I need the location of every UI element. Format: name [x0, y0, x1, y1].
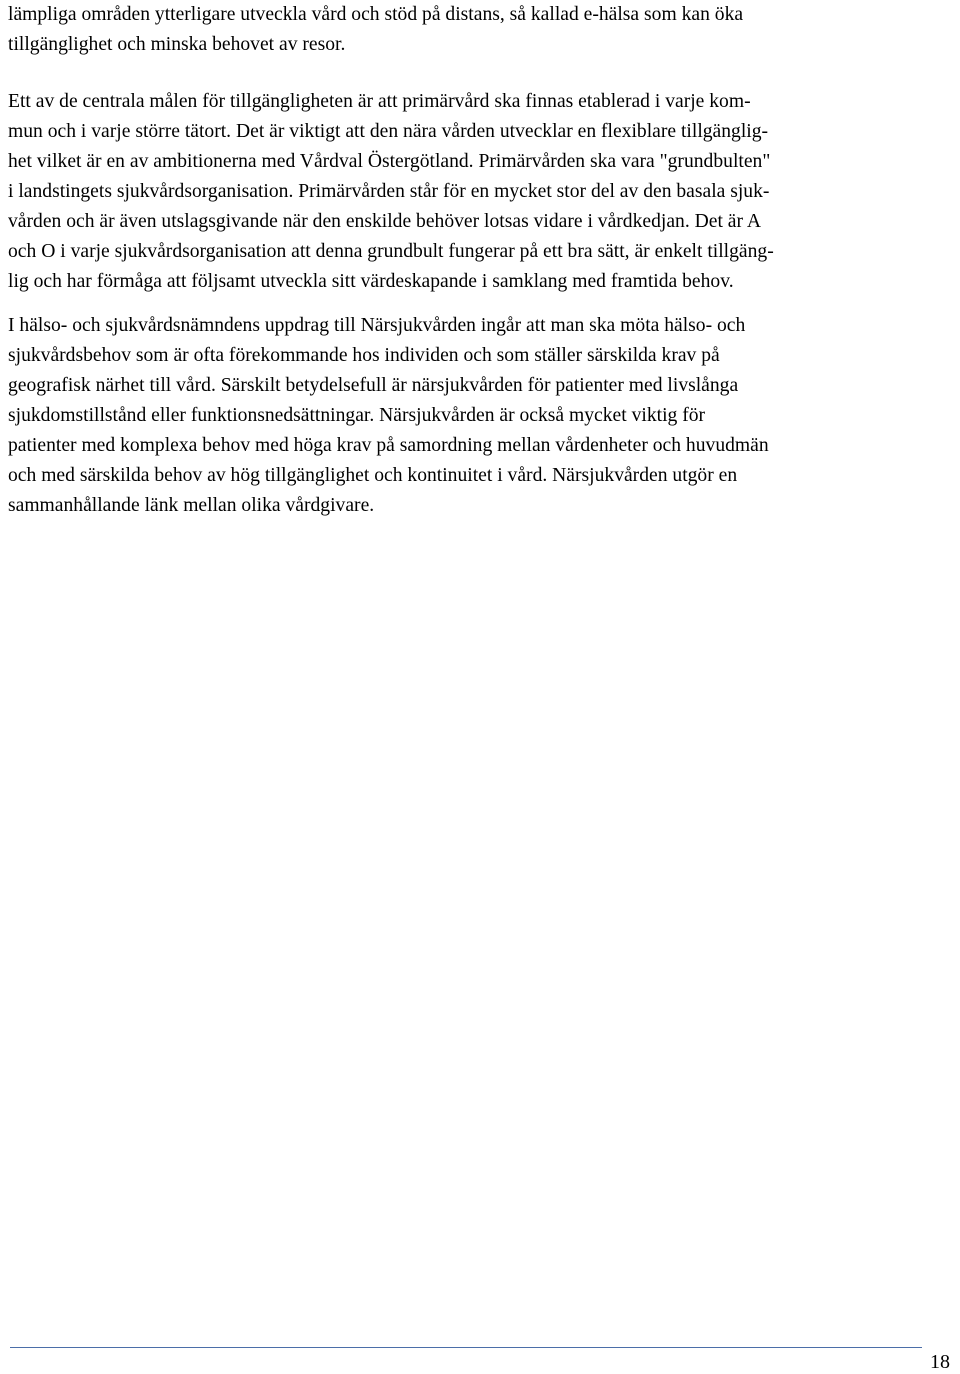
text-line: och O i varje sjukvårdsorganisation att denna grundbult fungerar på ett bra sätt, är enkelt tillgäng-	[8, 241, 774, 262]
text-line: I hälso- och sjukvårdsnämndens uppdrag till Närsjukvården ingår att man ska möta hälso- och	[8, 315, 746, 336]
text-line: sammanhållande länk mellan olika vårdgivare.	[8, 495, 375, 516]
text-line: i landstingets sjukvårdsorganisation. Primärvården står för en mycket stor del av den basala sjuk-	[8, 181, 770, 202]
paragraph-e-health	[8, 0, 960, 60]
page-number: 18	[930, 1351, 950, 1373]
document-page	[8, 0, 960, 1374]
text-line: vården och är även utslagsgivande när den enskilde behöver lotsas vidare i vårdkedjan. Det är A	[8, 211, 762, 232]
text-line: sjukdomstillstånd eller funktionsnedsättningar. Närsjukvården är också mycket viktig för	[8, 405, 706, 426]
text-line: geografisk närhet till vård. Särskilt betydelsefull är närsjukvården för patienter med livslånga	[8, 375, 739, 396]
text-line: mun och i varje större tätort. Det är viktigt att den nära vården utvecklar en flexiblare tillgänglig-	[8, 121, 769, 142]
footer-rule	[10, 1347, 922, 1348]
text-line: lämpliga områden ytterligare utveckla vård och stöd på distans, så kallad e-hälsa som kan öka	[8, 4, 744, 25]
paragraph-primary-care	[8, 87, 960, 297]
text-line: Ett av de centrala målen för tillgängligheten är att primärvård ska finnas etablerad i varje kom-	[8, 91, 751, 112]
text-line: sjukvårdsbehov som är ofta förekommande hos individen och som ställer särskilda krav på	[8, 345, 720, 366]
text-line: och med särskilda behov av hög tillgänglighet och kontinuitet i vård. Närsjukvården utgör en	[8, 465, 738, 486]
text-line: lig och har förmåga att följsamt utveckla sitt värdeskapande i samklang med framtida behov.	[8, 271, 734, 292]
paragraph-local-care-mission	[8, 311, 960, 521]
text-line: het vilket är en av ambitionerna med Vårdval Östergötland. Primärvården ska vara "grundbulten"	[8, 151, 771, 172]
text-line: tillgänglighet och minska behovet av resor.	[8, 34, 346, 55]
text-line: patienter med komplexa behov med höga krav på samordning mellan vårdenheter och huvudmän	[8, 435, 769, 456]
